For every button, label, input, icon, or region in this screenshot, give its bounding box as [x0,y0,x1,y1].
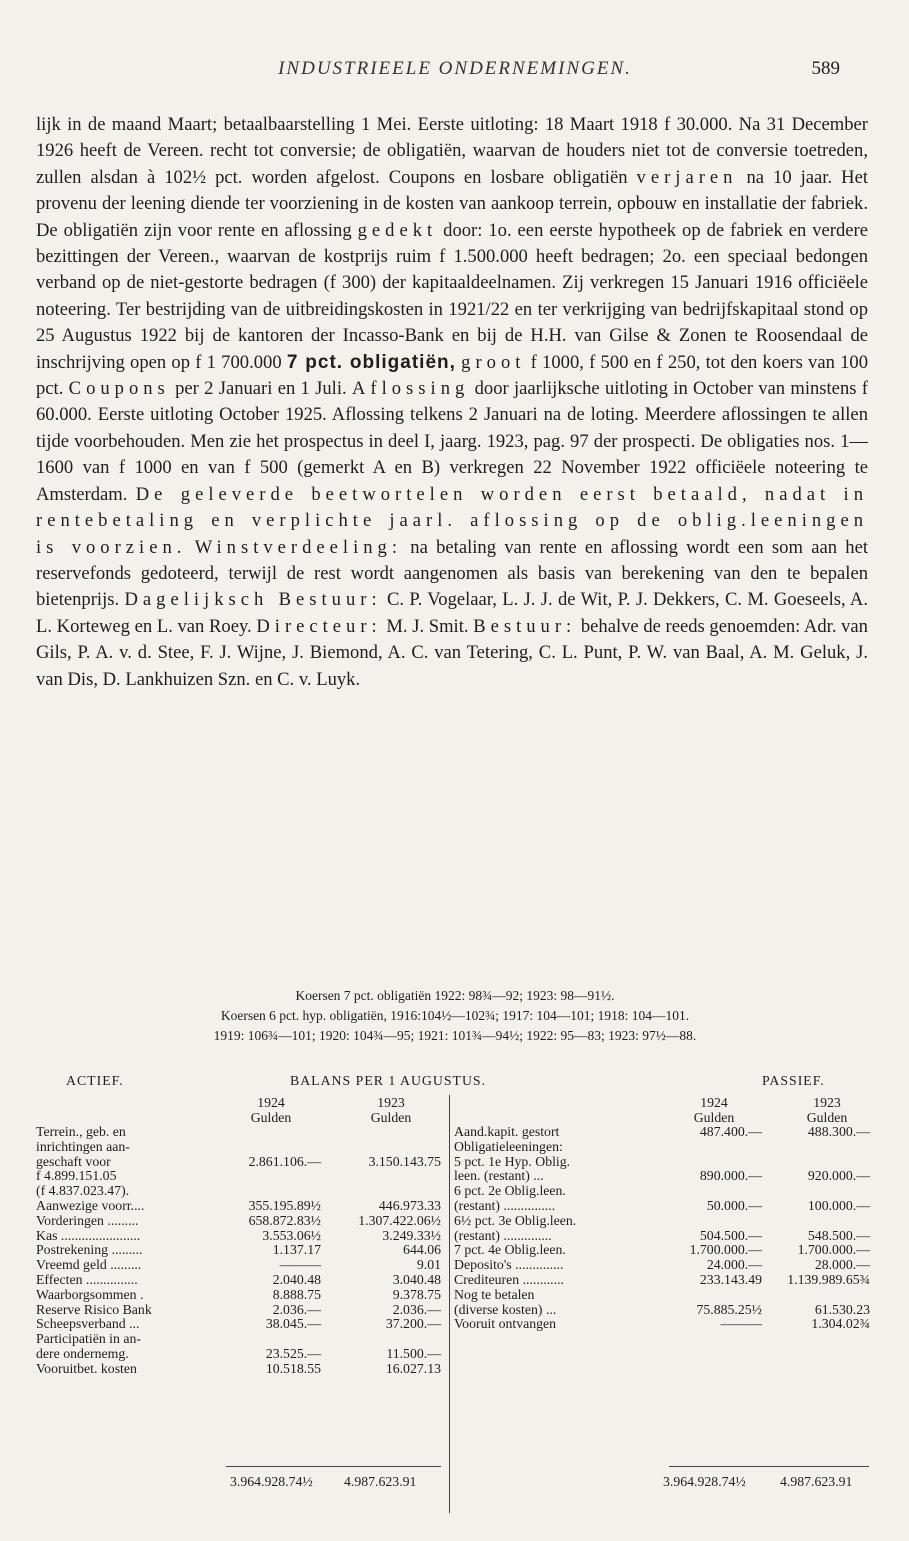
row-value-1924: 75.885.25½ [696,1301,762,1317]
row-label: f 4.899.151.05 [36,1168,117,1184]
spaced-term: verjaren [636,166,738,188]
activa-rows [36,1125,441,1377]
spaced-term: De geleverde beetwortelen worden eerst betaald, nadat in rentebetaling en verplichte jaarl. aflossing op de oblig.leeningen is voorzien. [36,483,868,558]
balance-row [454,1258,872,1273]
running-title: INDUSTRIEELE ONDERNEMINGEN. [278,58,632,79]
balance-row [36,1273,441,1288]
balance-columns [36,1095,872,1495]
spaced-term: Dagelijksch Bestuur: [124,589,382,611]
spaced-term: Bestuur: [473,615,577,637]
balance-row [36,1125,441,1140]
unit-label: Gulden [693,1110,735,1125]
row-value-1924: 1.137.17 [272,1242,321,1258]
row-value-1924: 1.700.000.— [689,1242,762,1258]
unit-label: Gulden [370,1110,412,1125]
total-passiva-1924: 3.964.928.74½ [663,1474,746,1489]
text-run: lijk in de maand Maart; betaalbaarstelling 1 Mei. Eerste uitloting: 18 Maart 1918 f 30.000. Na 31 December 1926 heeft de Vereen. recht tot conversie; de obligatiën, waarvan de houders niet tot de conversie toetreden, zullen alsdan à 102½ pct. worden afgelost. Coupons en losbare obligatiën [36,114,868,188]
row-value-1923: 488.300.— [807,1124,870,1139]
balance-row [454,1243,872,1258]
row-label: Vooruitbet. kosten [36,1360,137,1376]
row-value-1923: 28.000.— [814,1257,870,1273]
row-label: Aanwezige voorr.... [36,1197,145,1213]
row-value-1923: 16.027.13 [385,1360,441,1376]
total-passiva-1923: 4.987.623.91 [780,1474,853,1489]
row-value-1924: 10.518.55 [265,1360,321,1376]
balance-row [454,1184,872,1199]
year-header [669,1095,759,1125]
row-value-1924: 2.040.48 [272,1271,321,1287]
spaced-term: gedekt [357,219,438,241]
row-value-1924: 38.045.— [265,1316,321,1332]
quote-line: Koersen 7 pct. obligatiën 1922: 98¾—92; 1923: 98—91½. [295,988,615,1003]
row-label: inrichtingen aan- [36,1138,130,1154]
row-label: Nog te betalen [454,1286,535,1302]
text-run: M. J. Smit. [386,615,469,637]
balance-row [454,1214,872,1229]
row-label: leen. (restant) ... [454,1168,544,1184]
text-run: na betaling van rente en aflossing wordt een som aan het reservefonds gedoteerd, terwijl de rest wordt aangenomen als basis van berekening van den te bepalen bietenprijs. [36,536,868,611]
balance-row [36,1155,441,1170]
row-value-1923: 548.500.— [807,1227,870,1243]
balance-row [36,1169,441,1184]
unit-label: Gulden [806,1110,848,1125]
balance-row [454,1229,872,1244]
text-run: behalve de reeds genoemden: Adr. van Gils, P. A. v. d. Stee, F. J. Wijne, J. Biemond, A. C. van Tetering, C. L. Punt, P. W. van Baal, A. M. Geluk, J. van Dis, D. Lankhuizen Szn. en C. v. Luyk. [36,615,868,690]
row-value-1924: ——— [720,1316,762,1332]
text-run: f 1000, f 500 en f 250, tot den koers van 100 pct. [36,351,869,400]
bond-heading: 7 pct. obligatiën, [286,351,456,373]
row-label: (f 4.837.023.47). [36,1183,130,1199]
row-value-1924: 23.525.— [265,1345,321,1361]
row-value-1924: 2.861.106.— [248,1153,321,1169]
row-value-1923: 3.249.33½ [382,1227,441,1243]
row-label: dere ondernemg. [36,1345,129,1361]
balance-row [36,1332,441,1347]
row-label: Kas ....................... [36,1227,141,1243]
activa-column [36,1095,441,1377]
passiva-column-header [454,1095,872,1125]
row-label: (restant) ............... [454,1197,556,1213]
row-label: Participatiën in an- [36,1331,141,1347]
balance-row [454,1199,872,1214]
text-run: C. P. Vogelaar, L. J. J. de Wit, P. J. Dekkers, C. M. Goeseels, A. L. Korteweg en L. van Roey. [36,589,869,637]
year-label: 1923 [813,1095,841,1110]
text-run: door: 1o. een eerste hypotheek op de fabriek en verdere bezittingen der Vereen., waarvan de kostprijs ruim f 1.500.000 heeft bedragen; 2o. een speciaal bedongen verband op de niet-gestorte bedragen (f 300) der kapitaaldeelnamen. Zij verkregen 15 Januari 1916 officiëele noteering. Ter bestrijding van de uitbreidingskosten in 1921/22 en ter verkrijging van bedrijfskapitaal stond op 25 Augustus 1922 bij de kantoren der Incasso-Bank en bij de H.H. van Gilse & Zonen te Roosendaal de inschrijving open op f 1 700.000 [36,219,868,373]
quote-line: Koersen 6 pct. hyp. obligatiën, 1916:104½—102¾; 1917: 104—101; 1918: 104—101. [220,1008,690,1023]
row-value-1923: 1.304.02¾ [811,1316,870,1332]
balance-sheet [36,1073,872,1495]
balance-row [454,1140,872,1155]
row-value-1923: 1.307.422.06½ [358,1212,441,1228]
text-run: door jaarlijksche uitloting in October van minstens f 60.000. Eerste uitloting October 1925. Aflossing telkens 2 Januari na de loting. Meerdere aflossingen te allen tijde voorbehouden. Men zie het prospectus in deel I, jaarg. 1923, pag. 97 der prospecti. De obligaties nos. 1—1600 van f 1000 en van f 500 (gemerkt A en B) verkregen 22 November 1922 officiëele noteering te Amsterdam. [36,378,868,505]
row-label: Vreemd geld ......... [36,1257,142,1273]
row-value-1924: 355.195.89½ [248,1197,321,1213]
row-label: 6½ pct. 3e Oblig.leen. [454,1212,577,1228]
row-value-1924: 658.872.83½ [248,1212,321,1228]
balance-row [454,1273,872,1288]
balance-row [454,1317,872,1332]
row-value-1923: 920.000.— [807,1168,870,1184]
row-value-1923: 61.530.23 [814,1301,870,1317]
balance-row [36,1258,441,1273]
row-value-1923: 2.036.— [392,1301,441,1317]
row-label: Reserve Risico Bank [36,1301,152,1317]
row-value-1924: ——— [279,1257,321,1273]
row-label: Terrein., geb. en [36,1124,126,1139]
activa-label: ACTIEF. [66,1073,124,1088]
row-label: Aand.kapit. gestort [454,1124,560,1139]
year-header [226,1095,316,1125]
row-label: Crediteuren ............ [454,1271,564,1287]
balance-header [36,1073,872,1095]
row-value-1923: 644.06 [403,1242,441,1258]
row-value-1923: 3.040.48 [392,1271,441,1287]
row-value-1923: 1.139.989.65¾ [787,1271,870,1287]
row-label: Deposito's .............. [454,1257,564,1273]
row-label: Scheepsverband ... [36,1316,140,1332]
row-value-1923: 9.01 [416,1257,441,1273]
row-label: Effecten ............... [36,1271,138,1287]
balance-row [36,1243,441,1258]
row-value-1923: 100.000.— [807,1197,870,1213]
row-value-1924: 3.553.06½ [262,1227,321,1243]
balance-row [36,1362,441,1377]
passiva-rows [454,1125,872,1332]
balance-title: BALANS PER 1 AUGUSTUS. [290,1073,487,1088]
row-value-1923: 3.150.143.75 [368,1153,441,1169]
balance-row [454,1288,872,1303]
row-value-1924: 50.000.— [706,1197,762,1213]
row-label: (diverse kosten) ... [454,1301,557,1317]
row-value-1924: 504.500.— [699,1227,762,1243]
row-value-1924: 233.143.49 [699,1271,762,1287]
balance-row [36,1317,441,1332]
page-header [70,58,840,88]
row-label: 6 pct. 2e Oblig.leen. [454,1183,566,1199]
spaced-term: Directeur: [256,615,382,637]
balance-row [36,1184,441,1199]
row-value-1924: 487.400.— [699,1124,762,1139]
row-value-1924: 2.036.— [272,1301,321,1317]
row-label: Vooruit ontvangen [454,1316,557,1332]
balance-row [36,1288,441,1303]
year-header [346,1095,436,1125]
spaced-term: Winstverdeeling: [194,536,402,558]
year-label: 1924 [257,1095,285,1110]
row-value-1923: 37.200.— [385,1316,441,1332]
balance-row [36,1199,441,1214]
balance-row [36,1303,441,1318]
spaced-term: Coupons [68,378,170,400]
balance-row [36,1347,441,1362]
row-value-1924: 8.888.75 [272,1286,321,1302]
balance-row [454,1303,872,1318]
balance-row [454,1125,872,1140]
unit-label: Gulden [250,1110,292,1125]
year-label: 1924 [700,1095,728,1110]
text-run: na 10 jaar. Het provenu der leening diende ter voorziening in de kosten van aankoop terrein, opbouw en installatie der fabriek. De obligatiën zijn voor rente en aflossing [36,166,868,241]
year-header [782,1095,872,1125]
column-divider [449,1095,450,1513]
balance-row [36,1229,441,1244]
row-label: 7 pct. 4e Oblig.leen. [454,1242,566,1258]
body-paragraph [36,112,868,693]
spaced-term: groot [461,351,526,373]
row-value-1923: 1.700.000.— [797,1242,870,1258]
passiva-label: PASSIEF. [762,1073,825,1088]
row-label: (restant) .............. [454,1227,552,1243]
row-label: geschaft voor [36,1153,111,1169]
balance-row [454,1169,872,1184]
total-rule [669,1466,869,1467]
spaced-term: Aflossing [351,378,470,400]
activa-column-header [36,1095,441,1125]
row-label: Obligatieleeningen: [454,1138,563,1154]
row-label: Vorderingen ......... [36,1212,139,1228]
balance-totals [36,1466,872,1496]
balance-row [454,1155,872,1170]
row-value-1924: 890.000.— [699,1168,762,1184]
quote-line: 1919: 106¾—101; 1920: 104¾—95; 1921: 101¾—94½; 1922: 95—83; 1923: 97½—88. [213,1028,697,1043]
balance-row [36,1140,441,1155]
price-quotes [40,986,870,1046]
total-activa-1923: 4.987.623.91 [344,1474,417,1489]
row-value-1923: 446.973.33 [378,1197,441,1213]
total-rule [226,1466,441,1467]
passiva-column [454,1095,872,1332]
row-label: Postrekening ......... [36,1242,143,1258]
total-activa-1924: 3.964.928.74½ [230,1474,313,1489]
row-value-1923: 11.500.— [386,1345,441,1361]
row-label: Waarborgsommen . [36,1286,144,1302]
year-label: 1923 [377,1095,405,1110]
balance-row [36,1214,441,1229]
text-run: per 2 Januari en 1 Juli. [175,378,347,400]
row-value-1923: 9.378.75 [392,1286,441,1302]
page-number: 589 [811,58,840,79]
row-label: 5 pct. 1e Hyp. Oblig. [454,1153,571,1169]
row-value-1924: 24.000.— [706,1257,762,1273]
